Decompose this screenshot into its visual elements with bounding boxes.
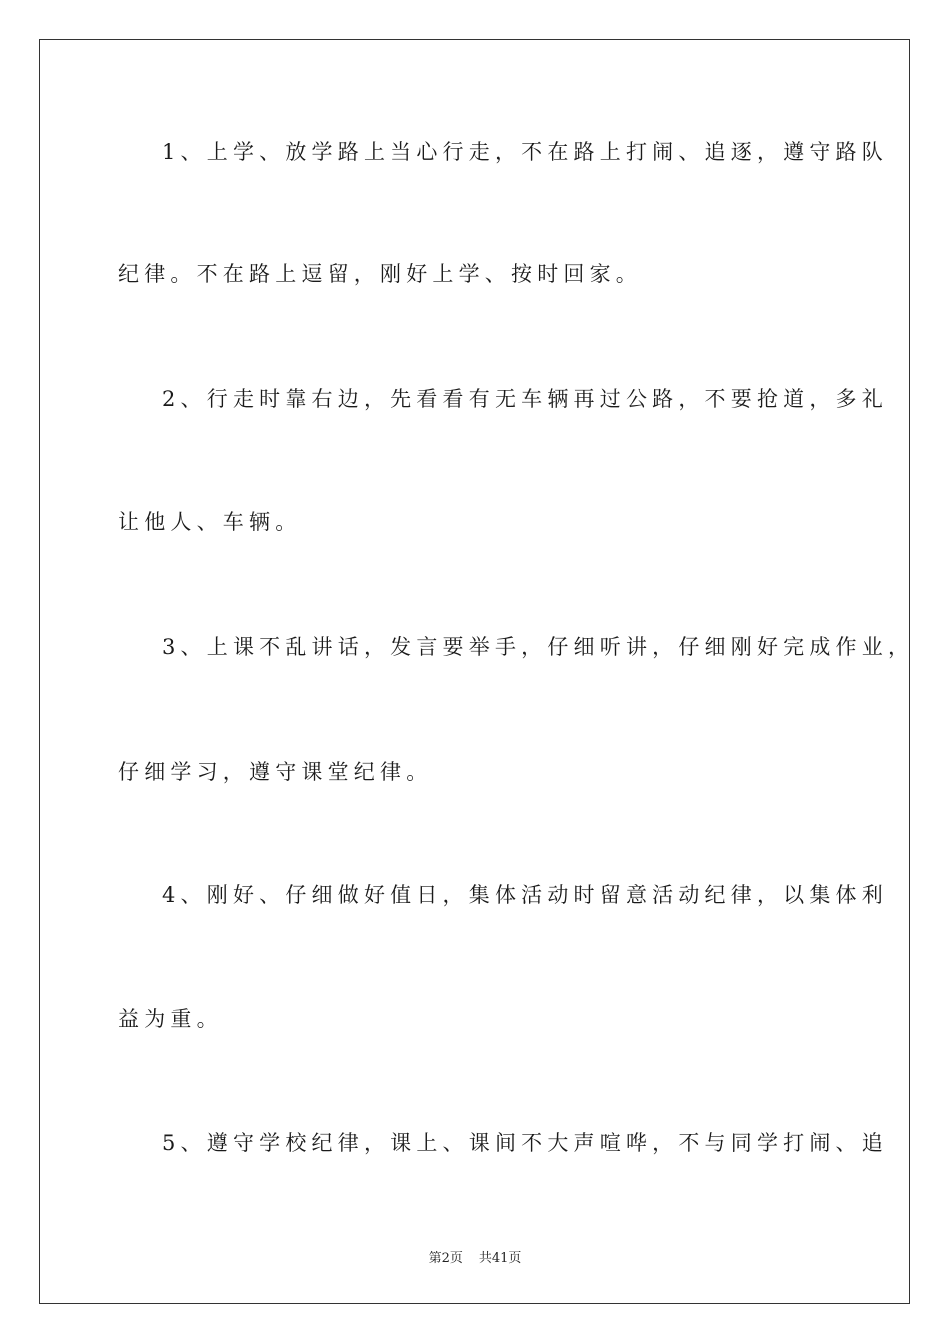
paragraph-4-line-1: 4、刚好、仔细做好值日，集体活动时留意活动纪律，以集体利 bbox=[162, 883, 888, 907]
paragraph-2-line-2: 让他人、车辆。 bbox=[118, 510, 302, 534]
page-footer bbox=[0, 1247, 950, 1266]
paragraph-1-line-1: 1、上学、放学路上当心行走，不在路上打闹、追逐，遵守路队 bbox=[162, 140, 888, 164]
paragraph-4-line-2: 益为重。 bbox=[118, 1007, 223, 1031]
page-total: 共41页 bbox=[478, 1251, 522, 1266]
paragraph-3-line-1: 3、上课不乱讲话，发言要举手，仔细听讲，仔细刚好完成作业， bbox=[162, 635, 915, 659]
paragraph-5-line-1: 5、遵守学校纪律，课上、课间不大声喧哗，不与同学打闹、追 bbox=[162, 1131, 888, 1155]
page-border bbox=[39, 39, 910, 1304]
paragraph-3-line-2: 仔细学习，遵守课堂纪律。 bbox=[118, 760, 433, 784]
page-number: 第2页 bbox=[428, 1251, 463, 1266]
paragraph-1-line-2: 纪律。不在路上逗留，刚好上学、按时回家。 bbox=[118, 262, 642, 286]
paragraph-2-line-1: 2、行走时靠右边，先看看有无车辆再过公路，不要抢道，多礼 bbox=[162, 387, 888, 411]
